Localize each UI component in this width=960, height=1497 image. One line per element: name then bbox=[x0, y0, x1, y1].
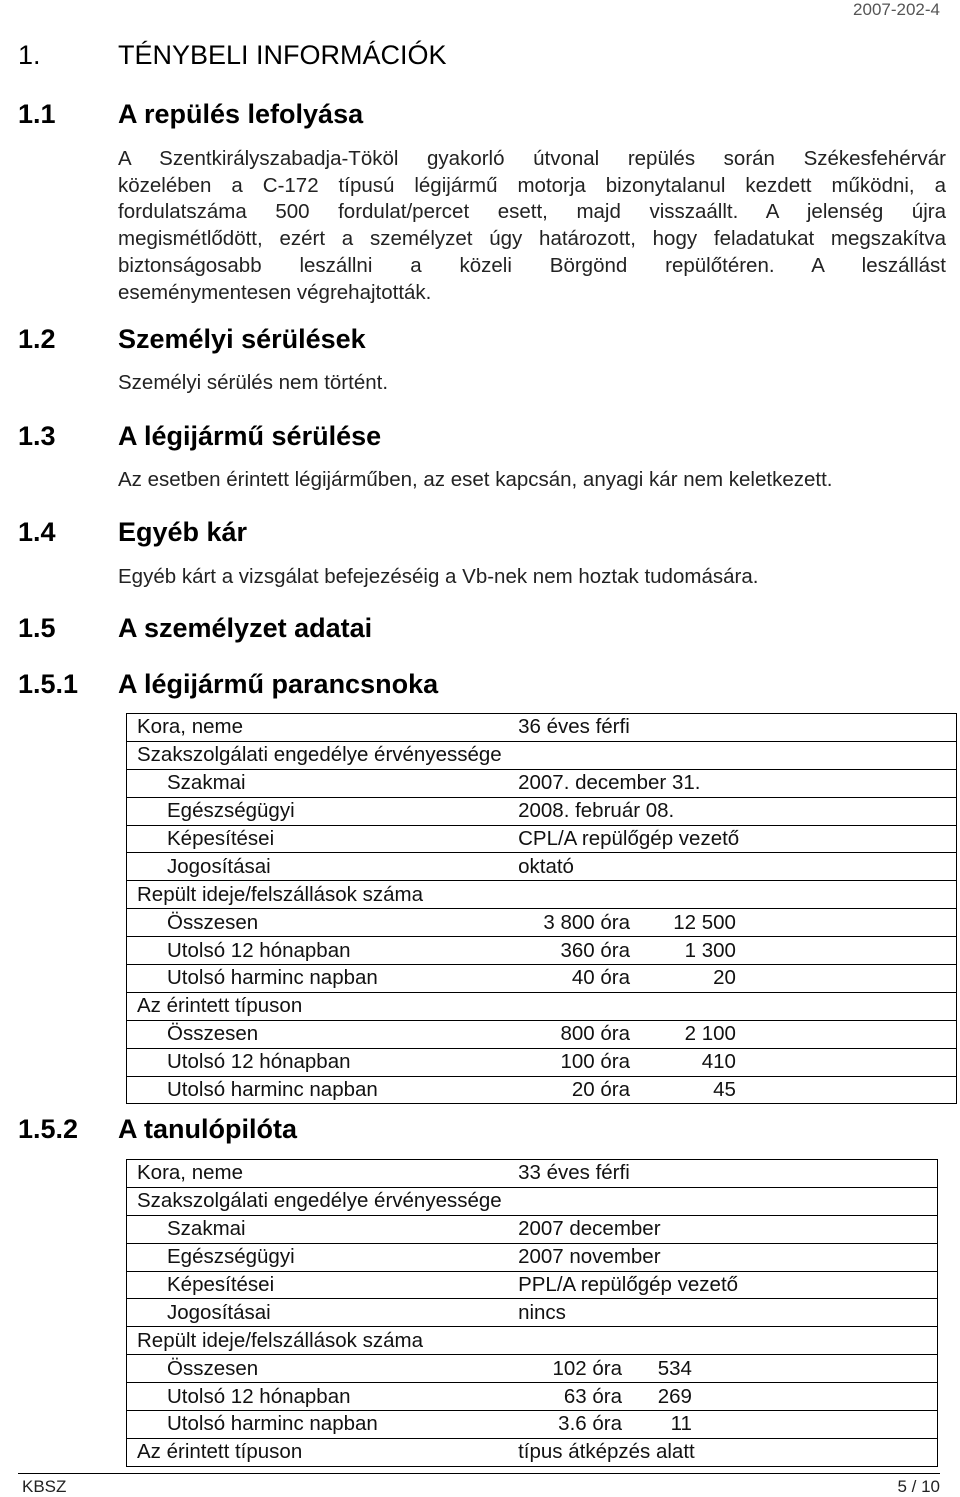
row-value: 2007. december 31. bbox=[518, 771, 701, 795]
row-count: 12 500 bbox=[673, 910, 736, 934]
row-value: 36 éves férfi bbox=[518, 715, 630, 739]
table-row bbox=[127, 1411, 938, 1439]
row-label: Utolsó harminc napban bbox=[167, 966, 378, 990]
row-value: nincs bbox=[518, 1300, 566, 1324]
row-spacer bbox=[736, 1048, 957, 1076]
section-number: 1.1 bbox=[18, 99, 56, 129]
row-label: Szakszolgálati engedélye érvényessége bbox=[137, 743, 502, 767]
table-row bbox=[127, 853, 957, 881]
row-label: Szakszolgálati engedélye érvényessége bbox=[137, 1189, 502, 1213]
paragraph-line: A Szentkirályszabadja-Tököl gyakorló útvonal repülés során Székesfehérvár bbox=[118, 147, 946, 170]
table-row bbox=[127, 881, 957, 909]
row-count: 45 bbox=[713, 1078, 736, 1102]
section-1-5-1-heading bbox=[0, 669, 960, 705]
row-spacer bbox=[736, 937, 957, 965]
row-value: 2007 november bbox=[518, 1245, 661, 1269]
section-1-5-2-heading bbox=[0, 1114, 960, 1150]
section-number: 1.3 bbox=[18, 421, 56, 451]
row-label: Szakmai bbox=[167, 1217, 246, 1241]
row-value: 63 óra bbox=[563, 1384, 622, 1408]
section-title: TÉNYBELI INFORMÁCIÓK bbox=[118, 40, 447, 70]
table-row bbox=[127, 1327, 938, 1355]
section-title: A repülés lefolyása bbox=[118, 99, 364, 129]
row-value: 360 óra bbox=[560, 938, 631, 962]
table-row bbox=[127, 992, 957, 1020]
row-spacer bbox=[736, 965, 957, 993]
row-label: Repült ideje/felszállások száma bbox=[137, 882, 423, 906]
row-label: Szakmai bbox=[167, 771, 246, 795]
row-spacer bbox=[692, 1355, 938, 1383]
table-row bbox=[127, 825, 957, 853]
row-label: Utolsó harminc napban bbox=[167, 1078, 378, 1102]
row-value: 40 óra bbox=[571, 966, 631, 990]
row-spacer bbox=[736, 1076, 957, 1104]
table-row bbox=[127, 1020, 957, 1048]
row-label: Repült ideje/felszállások száma bbox=[137, 1328, 423, 1352]
row-count: 1 300 bbox=[684, 938, 736, 962]
commander-data-table bbox=[126, 713, 957, 1104]
paragraph-line: fordulatszáma 500 fordulat/percet esett, majd visszaállt. A jelenség újra bbox=[118, 200, 946, 224]
table-row bbox=[127, 1299, 938, 1327]
table-row bbox=[127, 1076, 957, 1104]
row-count: 11 bbox=[670, 1412, 692, 1436]
section-1-1-heading bbox=[0, 99, 960, 135]
row-label: Összesen bbox=[167, 1356, 259, 1380]
row-spacer bbox=[692, 1383, 938, 1411]
row-label: Egészségügyi bbox=[167, 799, 295, 823]
row-value: 800 óra bbox=[560, 1022, 631, 1046]
row-label: Utolsó 12 hónapban bbox=[167, 1050, 351, 1074]
row-value: 100 óra bbox=[560, 1050, 631, 1074]
row-spacer bbox=[736, 909, 957, 937]
section-1-4-heading bbox=[0, 517, 960, 553]
row-spacer bbox=[692, 1411, 938, 1439]
row-value: 102 óra bbox=[552, 1356, 622, 1380]
row-value: 2008. február 08. bbox=[518, 799, 675, 823]
table-row bbox=[127, 1215, 938, 1243]
footer-page-number: 5 / 10 bbox=[897, 1477, 940, 1496]
section-title: A légijármű sérülése bbox=[118, 421, 382, 451]
table-row bbox=[127, 1383, 938, 1411]
table-row bbox=[127, 714, 957, 742]
section-1-3-heading bbox=[0, 421, 960, 457]
footer-divider bbox=[18, 1473, 940, 1474]
row-label: Az érintett típuson bbox=[137, 994, 303, 1018]
section-number: 1.5 bbox=[18, 613, 56, 643]
section-1-5-heading bbox=[0, 613, 960, 649]
table-row bbox=[127, 937, 957, 965]
section-1-2-heading bbox=[0, 324, 960, 360]
section-title: Egyéb kár bbox=[118, 517, 248, 547]
table-row bbox=[127, 1355, 938, 1383]
personal-injury-text: Személyi sérülés nem történt. bbox=[118, 371, 389, 394]
row-label: Egészségügyi bbox=[167, 1245, 295, 1269]
section-title: A tanulópilóta bbox=[118, 1114, 297, 1144]
table-row bbox=[127, 965, 957, 993]
table-row bbox=[127, 1271, 938, 1299]
row-value: 3 800 óra bbox=[543, 910, 631, 934]
row-label: Az érintett típuson bbox=[137, 1440, 303, 1464]
row-label: Utolsó 12 hónapban bbox=[167, 938, 351, 962]
section-number: 1.5.1 bbox=[18, 669, 79, 699]
section-title: A személyzet adatai bbox=[118, 613, 373, 643]
row-value: típus átképzés alatt bbox=[518, 1440, 695, 1464]
row-value: PPL/A repülőgép vezető bbox=[518, 1273, 739, 1296]
row-value: 2007 december bbox=[518, 1217, 661, 1241]
document-id: 2007-202-4 bbox=[853, 0, 940, 19]
table-row bbox=[127, 909, 957, 937]
paragraph-line: eseménymentesen végrehajtották. bbox=[118, 280, 432, 304]
student-pilot-data-table bbox=[126, 1159, 938, 1467]
section-title: Személyi sérülések bbox=[118, 324, 366, 354]
paragraph-line: biztonságosabb leszállni a közeli Börgönd repülőtéren. A leszállást bbox=[118, 253, 946, 277]
row-label: Utolsó harminc napban bbox=[167, 1412, 378, 1436]
row-label: Kora, neme bbox=[137, 715, 243, 739]
row-label: Összesen bbox=[167, 910, 259, 934]
row-count: 410 bbox=[701, 1050, 736, 1074]
section-number: 1.2 bbox=[18, 324, 56, 354]
row-count: 2 100 bbox=[684, 1022, 736, 1046]
table-row bbox=[127, 797, 957, 825]
row-value: 33 éves férfi bbox=[518, 1161, 630, 1185]
row-value: oktató bbox=[518, 854, 574, 878]
table-row bbox=[127, 769, 957, 797]
row-label: Kora, neme bbox=[137, 1161, 243, 1185]
row-label: Utolsó 12 hónapban bbox=[167, 1384, 351, 1408]
row-label: Összesen bbox=[167, 1022, 259, 1046]
footer-organization: KBSZ bbox=[22, 1477, 67, 1496]
row-value: 20 óra bbox=[571, 1078, 631, 1102]
other-damage-text: Egyéb kárt a vizsgálat befejezéséig a Vb-nek nem hoztak tudomására. bbox=[118, 565, 759, 588]
section-title: A légijármű parancsnoka bbox=[118, 669, 439, 699]
table-row bbox=[127, 1187, 938, 1215]
section-number: 1.4 bbox=[18, 517, 56, 547]
table-row bbox=[127, 1048, 957, 1076]
table-row bbox=[127, 1243, 938, 1271]
table-row bbox=[127, 1160, 938, 1188]
row-label: Jogosításai bbox=[167, 1300, 271, 1324]
aircraft-damage-text: Az esetben érintett légijárműben, az eset kapcsán, anyagi kár nem keletkezett. bbox=[118, 468, 833, 491]
row-count: 534 bbox=[657, 1356, 692, 1380]
row-value: 3.6 óra bbox=[558, 1412, 622, 1436]
section-1-heading bbox=[0, 40, 960, 76]
paragraph-line: közelében a C-172 típusú légijármű motorja bizonytalanul kezdett működni, a bbox=[118, 173, 946, 197]
row-count: 20 bbox=[713, 966, 736, 990]
section-number: 1. bbox=[18, 40, 41, 70]
table-row bbox=[127, 1438, 938, 1466]
flight-description-paragraph bbox=[118, 146, 946, 306]
row-label: Képesítései bbox=[167, 1273, 275, 1296]
row-spacer bbox=[736, 1020, 957, 1048]
row-label: Képesítései bbox=[167, 827, 275, 850]
row-label: Jogosításai bbox=[167, 854, 271, 878]
paragraph-line: megismétlődött, ezért a személyzet úgy határozott, hogy feladatukat megszakítva bbox=[118, 227, 946, 251]
row-count: 269 bbox=[657, 1384, 692, 1408]
row-value: CPL/A repülőgép vezető bbox=[518, 827, 740, 850]
section-number: 1.5.2 bbox=[18, 1114, 79, 1144]
table-row bbox=[127, 741, 957, 769]
